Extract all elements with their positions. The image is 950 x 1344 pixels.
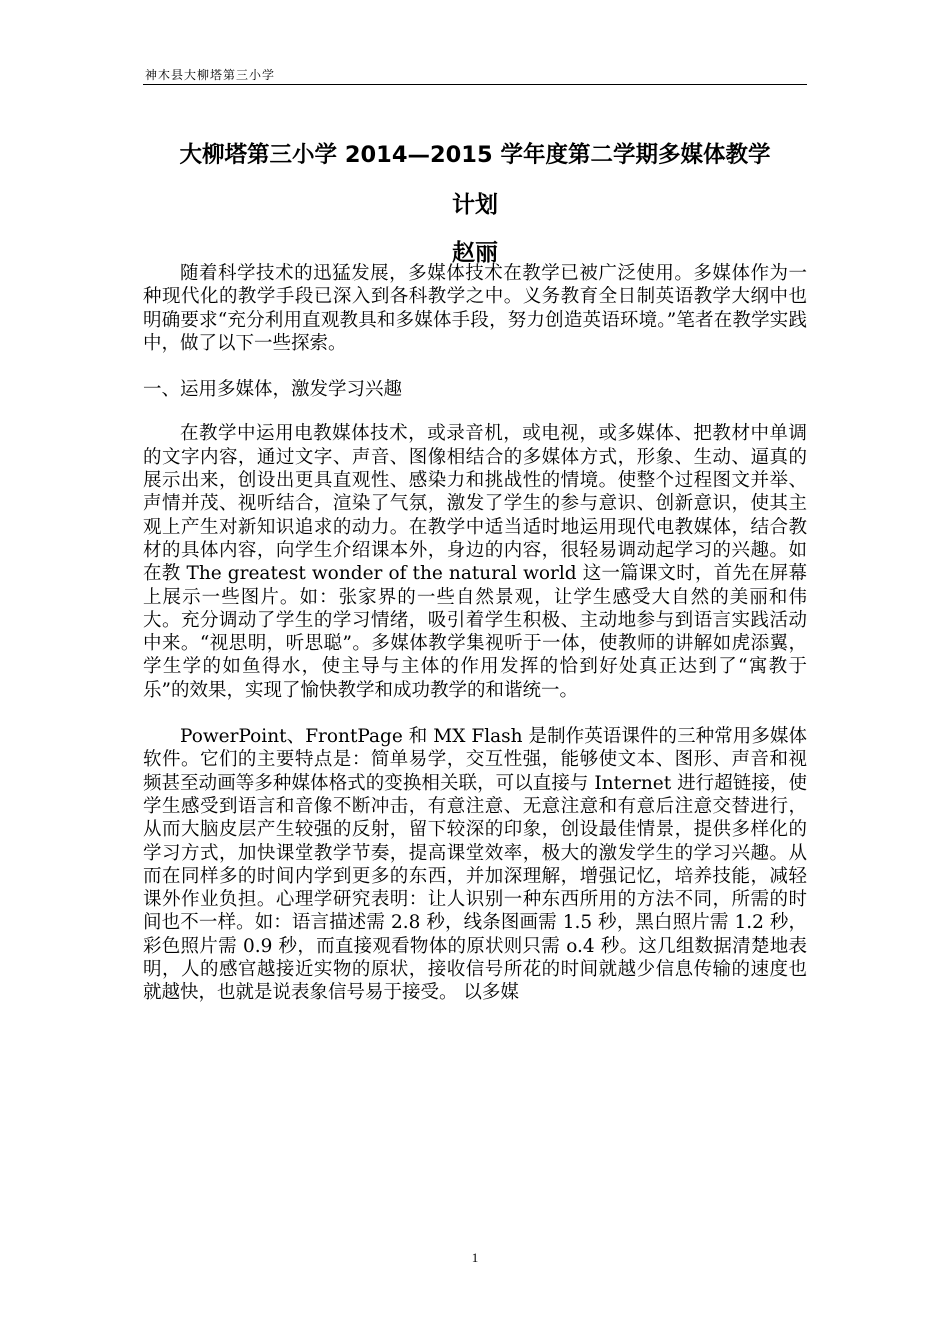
paragraph-multimedia-interest: 在教学中运用电教媒体技术，或录音机，或电视，或多媒体、把教材中单调的文字内容，通过文字、声音、图像相结合的多媒体方式，形象、生动、逼真的展示出来，创设出更具直观性、感染力和挑战性的情境。使整个过程图文并举、声情并茂、视听结合，渲染了气氛，激发了学生的参与意识、创新意识，使其主观上产生对新知识追求的动力。在教学中适当适时地运用现代电教媒体，结合教材的具体内容，向学生介绍课本外，身边的内容，很轻易调动起学习的兴趣。如在教 The greatest wonder of the natural world 这一篇课文时，首先在屏幕上展示一些图片。如：张家界的一些自然景观，让学生感受大自然的美丽和伟大。充分调动了学生的学习情绪，吸引着学生积极、主动地参与到语言实践活动中来。“视思明，听思聪”。多媒体教学集视听于一体，使教师的讲解如虎添翼，学生学的如鱼得水，使主导与主体的作用发挥的恰到好处真正达到了“寓教于乐”的效果，实现了愉快教学和成功教学的和谐统一。 (143, 423, 807, 701)
paragraph-intro: 随着科学技术的迅猛发展，多媒体技术在教学已被广泛使用。多媒体作为一种现代化的教学手段已深入到各科教学之中。义务教育全日制英语教学大纲中也明确要求“充分利用直观教具和多媒体手段，努力创造英语环境。”笔者在教学实践中，做了以下一些探索。 (143, 263, 807, 354)
page-number: 1 (471, 1250, 479, 1265)
section-heading: 一、运用多媒体，激发学习兴趣 (143, 379, 403, 401)
header-rule (143, 84, 807, 85)
paragraph-software: PowerPoint、FrontPage 和 MX Flash 是制作英语课件的三种常用多媒体软件。它们的主要特点是：简单易学，交互性强，能够使文本、图形、声音和视频甚至动画等多种媒体格式的变换相关联，可以直接与 Internet 进行超链接，使学生感受到语言和音像不断冲击，有意注意、无意注意和有意后注意交替进行，从而大脑皮层产生较强的反射，留下较深的印象，创设最佳情景，提供多样化的学习方式，加快课堂教学节奏，提高课堂效率，极大的激发学生的学习兴趣。从而在同样多的时间内学到更多的东西，并加深理解，增强记忆，培养技能，减轻课外作业负担。心理学研究表明：让人识别一种东西所用的方法不同，所需的时间也不一样。如：语言描述需 2.8 秒，线条图画需 1.5 秒，黑白照片需 1.2 秒，彩色照片需 0.9 秒，而直接观看物体的原状则只需 o.4 秒。这几组数据清楚地表明，人的感官越接近实物的原状，接收信号所花的时间就越少信息传输的速度也就越快，也就是说表象信号易于接受。 以多媒 (143, 726, 807, 1004)
document-title-line-2: 计划 (452, 192, 498, 218)
running-header: 神木县大柳塔第三小学 (145, 68, 276, 82)
document-author: 赵丽 (452, 240, 498, 266)
document-title-line-1: 大柳塔第三小学 2014—2015 学年度第二学期多媒体教学 (179, 142, 771, 168)
document-body (143, 262, 807, 1005)
